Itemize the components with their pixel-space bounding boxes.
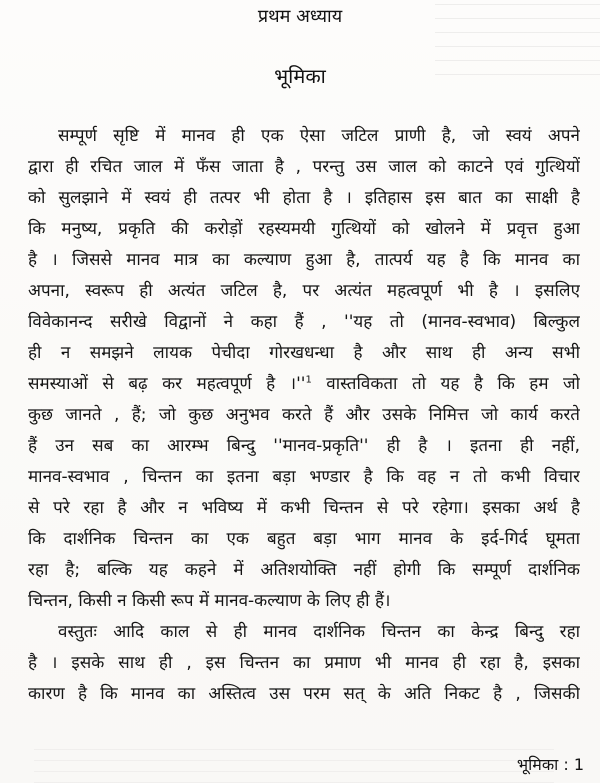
text-line: से परे रहा है और न भविष्य में कभी चिन्तन से परे रहेगा। इसका अर्थ है [28, 498, 580, 518]
text-line: मानव-स्वभाव , चिन्तन का इतना बड़ा भण्डार है कि वह न तो कभी विचार [28, 467, 580, 487]
text-line: ही न समझने लायक पेचीदा गोरखधन्धा है और साथ ही अन्य सभी [28, 343, 580, 363]
body-text [28, 121, 580, 710]
text-line: कि मनुष्य, प्रकृति की करोड़ों रहस्यमयी गुत्थियों को खोलने में प्रवृत्त हुआ [28, 219, 580, 239]
text-line: द्वारा ही रचित जाल में फँस जाता है , परन्तु उस जाल को काटने एवं गुत्थियों [28, 157, 580, 177]
text-line: अपना, स्वरूप ही अत्यंत जटिल है, पर अत्यंत महत्वपूर्ण भी है । इसलिए [28, 281, 580, 301]
text-segment: समस्याओं से बढ़ कर महत्वपूर्ण है ।'' [28, 374, 306, 394]
show-through-background-bottom [34, 749, 554, 783]
text-segment: वास्तविकता तो यह है कि हम जो [311, 374, 580, 394]
text-line: कारण है कि मानव का अस्तित्व उस परम सत् के अति निकट है , जिसकी [28, 684, 580, 704]
text-line: रहा है; बल्कि यह कहने में अतिशयोक्ति नहीं होगी कि सम्पूर्ण दार्शनिक [28, 560, 580, 580]
text-line: विवेकानन्द सरीखे विद्वानों ने कहा हैं , ''यह तो (मानव-स्वभाव) बिल्कुल [28, 312, 580, 332]
footnote-marker: 1 [305, 374, 312, 386]
text-line: हैं उन सब का आरम्भ बिन्दु ''मानव-प्रकृति'' ही है । इतना ही नहीं, [28, 436, 580, 456]
section-title: भूमिका [274, 64, 326, 88]
text-line: वस्तुतः आदि काल से ही मानव दार्शनिक चिन्तन का केन्द्र बिन्दु रहा [58, 622, 580, 642]
page-number-footer: भूमिका : 1 [516, 755, 584, 774]
chapter-title: प्रथम अध्याय [257, 6, 343, 27]
text-line: सम्पूर्ण सृष्टि में मानव ही एक ऐसा जटिल प्राणी है, जो स्वयं अपने [58, 126, 580, 146]
text-line: कुछ जानते , हैं; जो कुछ अनुभव करते हैं और उसके निमित्त जो कार्य करते [28, 405, 580, 425]
text-line: है । जिससे मानव मात्र का कल्याण हुआ है, तात्पर्य यह है कि मानव का [28, 250, 580, 270]
text-line-with-footnote [28, 369, 580, 400]
text-line: को सुलझाने में स्वयं ही तत्पर भी होता है । इतिहास इस बात का साक्षी है [28, 188, 580, 208]
text-line: है । इसके साथ ही , इस चिन्तन का प्रमाण भी मानव ही रहा है, इसका [28, 653, 580, 673]
text-line: कि दार्शनिक चिन्तन का एक बहुत बड़ा भाग मानव के इर्द-गिर्द घूमता [28, 529, 580, 549]
text-line: चिन्तन, किसी न किसी रूप में मानव-कल्याण के लिए ही हैं। [28, 591, 391, 611]
